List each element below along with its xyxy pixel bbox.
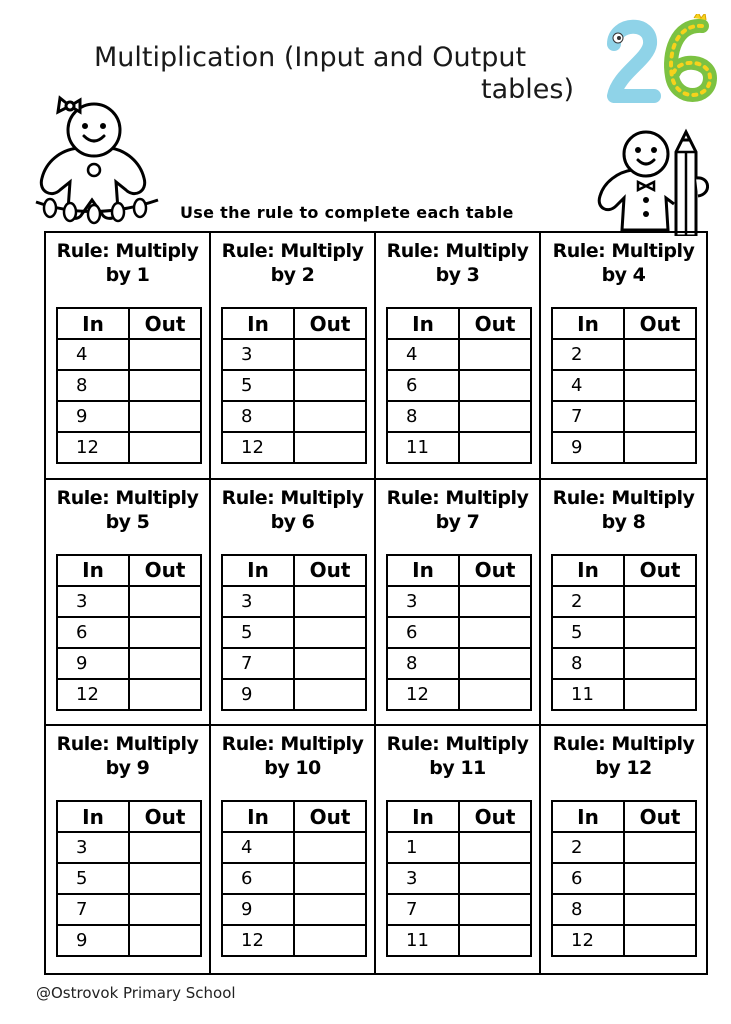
rule-heading-line-1: Rule: Multiply [56,240,199,262]
input-value: 8 [387,648,459,679]
input-value: 5 [57,863,129,894]
table-header-row [222,555,366,586]
table-row [57,894,201,925]
table-row [387,339,531,370]
table-row [387,586,531,617]
table-row [222,648,366,679]
output-answer-blank[interactable] [294,832,366,863]
gingerbread-girl-icon [30,92,170,232]
table-row [552,832,696,863]
column-header-in: In [222,555,294,586]
input-value: 7 [57,894,129,925]
table-row [222,863,366,894]
rule-heading-line-2: by 8 [601,510,646,533]
column-header-out: Out [459,308,531,339]
input-output-table [386,554,532,711]
input-output-table [221,800,367,957]
table-row [57,401,201,432]
output-answer-blank[interactable] [459,863,531,894]
output-answer-blank[interactable] [129,370,201,401]
rule-heading-line-2: by 10 [264,757,321,780]
column-header-out: Out [129,308,201,339]
number-26-snake-logo-icon [606,14,718,106]
output-answer-blank[interactable] [624,339,696,370]
output-answer-blank[interactable] [624,648,696,679]
input-output-table [551,554,697,711]
input-output-table [386,800,532,957]
column-header-out: Out [129,555,201,586]
output-answer-blank[interactable] [624,370,696,401]
input-output-table [56,800,202,957]
output-answer-blank[interactable] [294,401,366,432]
rule-heading-line-1: Rule: Multiply [552,733,695,756]
input-output-table [386,307,532,464]
output-answer-blank[interactable] [294,679,366,710]
input-value: 12 [387,679,459,710]
input-value: 3 [57,832,129,863]
input-output-table [56,307,202,464]
column-header-in: In [222,801,294,832]
input-value: 2 [552,586,624,617]
table-row [222,925,366,956]
output-answer-blank[interactable] [129,339,201,370]
table-header-row [387,801,531,832]
rule-heading-line-1: Rule: Multiply [552,486,695,509]
output-answer-blank[interactable] [459,679,531,710]
rule-heading-line-2: by 1 [105,264,150,286]
table-row [57,832,201,863]
output-answer-blank[interactable] [459,648,531,679]
rule-heading-line-1: Rule: Multiply [56,486,199,509]
output-answer-blank[interactable] [459,586,531,617]
rule-heading [376,239,539,287]
output-answer-blank[interactable] [624,925,696,956]
input-output-table [221,307,367,464]
rule-heading-line-1: Rule: Multiply [386,240,529,262]
input-output-table [56,554,202,711]
table-row [222,339,366,370]
input-output-table [551,307,697,464]
input-value: 12 [57,679,129,710]
output-answer-blank[interactable] [129,863,201,894]
rule-heading [541,486,706,534]
rule-heading-line-2: by 12 [595,757,652,780]
rule-heading-line-2: by 7 [435,510,480,533]
input-value: 5 [222,370,294,401]
output-answer-blank[interactable] [294,586,366,617]
table-row [387,894,531,925]
input-value: 9 [57,648,129,679]
rule-table-cell [376,726,541,973]
output-answer-blank[interactable] [129,648,201,679]
input-value: 8 [57,370,129,401]
input-value: 2 [552,832,624,863]
input-value: 11 [387,432,459,463]
rule-heading-line-1: Rule: Multiply [386,486,529,509]
table-row [222,401,366,432]
table-row [57,679,201,710]
input-value: 9 [222,679,294,710]
column-header-out: Out [624,308,696,339]
input-value: 6 [57,617,129,648]
rule-heading [541,239,706,287]
output-answer-blank[interactable] [129,679,201,710]
input-value: 8 [552,894,624,925]
rule-heading [376,732,539,780]
rule-table-cell [46,233,211,480]
table-row [552,586,696,617]
output-answer-blank[interactable] [624,432,696,463]
table-row [387,832,531,863]
input-value: 3 [387,586,459,617]
rule-heading [46,486,209,534]
input-value: 8 [552,648,624,679]
table-row [552,401,696,432]
output-answer-blank[interactable] [294,925,366,956]
table-header-row [387,308,531,339]
output-answer-blank[interactable] [624,586,696,617]
table-row [387,617,531,648]
rule-heading-line-2: by 4 [601,264,646,286]
output-answer-blank[interactable] [294,894,366,925]
rule-heading-line-2: by 3 [435,264,480,286]
input-output-table [551,800,697,957]
output-answer-blank[interactable] [624,617,696,648]
column-header-out: Out [459,801,531,832]
input-value: 9 [222,894,294,925]
input-value: 11 [387,925,459,956]
input-value: 9 [552,432,624,463]
rule-table-cell [46,480,211,727]
output-answer-blank[interactable] [129,401,201,432]
output-answer-blank[interactable] [129,432,201,463]
input-value: 6 [222,863,294,894]
table-row [387,648,531,679]
rule-table-cell [376,480,541,727]
column-header-in: In [57,308,129,339]
rule-heading-line-1: Rule: Multiply [386,733,529,756]
rule-table-cell [376,233,541,480]
input-value: 11 [552,679,624,710]
input-value: 6 [387,617,459,648]
input-value: 7 [387,894,459,925]
input-value: 6 [387,370,459,401]
column-header-in: In [552,308,624,339]
input-value: 4 [57,339,129,370]
table-row [57,370,201,401]
input-value: 2 [552,339,624,370]
rule-heading-line-2: by 11 [429,757,486,780]
output-answer-blank[interactable] [459,432,531,463]
table-header-row [552,555,696,586]
rule-heading-line-2: by 2 [270,264,315,286]
table-header-row [57,555,201,586]
rule-heading [376,486,539,534]
output-answer-blank[interactable] [624,832,696,863]
table-row [57,586,201,617]
table-header-row [57,308,201,339]
input-value: 7 [552,401,624,432]
table-row [387,401,531,432]
table-row [387,863,531,894]
output-answer-blank[interactable] [459,401,531,432]
rule-heading [211,486,374,534]
input-value: 3 [222,586,294,617]
rule-heading [541,732,706,780]
rule-heading [211,732,374,780]
output-answer-blank[interactable] [624,863,696,894]
input-value: 5 [552,617,624,648]
rule-table-cell [211,233,376,480]
table-row [57,432,201,463]
table-row [552,925,696,956]
output-answer-blank[interactable] [294,617,366,648]
output-answer-blank[interactable] [294,863,366,894]
title-line-2: tables) [481,74,574,105]
output-answer-blank[interactable] [129,894,201,925]
table-row [222,432,366,463]
rule-table-cell [541,726,706,973]
footer-credit: @Ostrovok Primary School [36,984,236,1002]
output-answer-blank[interactable] [459,617,531,648]
table-row [552,339,696,370]
table-row [57,863,201,894]
column-header-out: Out [294,801,366,832]
input-value: 12 [222,432,294,463]
input-value: 3 [387,863,459,894]
instruction-text: Use the rule to complete each table [180,203,514,222]
column-header-out: Out [624,801,696,832]
table-row [552,370,696,401]
table-row [57,339,201,370]
rule-heading-line-1: Rule: Multiply [56,733,199,756]
input-value: 12 [57,432,129,463]
table-row [552,617,696,648]
gingerbread-boy-with-pencil-icon [588,126,718,236]
rule-heading-line-2: by 5 [105,510,150,533]
column-header-in: In [57,801,129,832]
table-row [552,432,696,463]
column-header-out: Out [294,308,366,339]
table-row [387,925,531,956]
table-row [222,370,366,401]
input-value: 7 [222,648,294,679]
input-value: 8 [222,401,294,432]
output-answer-blank[interactable] [459,894,531,925]
table-header-row [387,555,531,586]
input-value: 9 [57,925,129,956]
input-value: 12 [222,925,294,956]
column-header-in: In [387,801,459,832]
rule-heading-line-1: Rule: Multiply [552,240,695,262]
input-value: 4 [387,339,459,370]
input-value: 4 [222,832,294,863]
column-header-in: In [387,308,459,339]
rule-heading-line-1: Rule: Multiply [221,486,364,509]
column-header-in: In [552,801,624,832]
output-answer-blank[interactable] [129,832,201,863]
input-value: 1 [387,832,459,863]
input-value: 4 [552,370,624,401]
output-answer-blank[interactable] [294,370,366,401]
output-answer-blank[interactable] [294,432,366,463]
output-answer-blank[interactable] [129,586,201,617]
table-header-row [57,801,201,832]
output-answer-blank[interactable] [624,894,696,925]
output-answer-blank[interactable] [294,648,366,679]
table-row [552,679,696,710]
output-answer-blank[interactable] [459,339,531,370]
column-header-in: In [222,308,294,339]
table-row [222,586,366,617]
table-header-row [222,308,366,339]
title-line-1: Multiplication (Input and Output [94,42,527,73]
input-value: 12 [552,925,624,956]
table-row [222,894,366,925]
rule-table-cell [211,480,376,727]
output-answer-blank[interactable] [459,370,531,401]
input-value: 6 [552,863,624,894]
output-answer-blank[interactable] [459,925,531,956]
rule-heading [211,239,374,287]
input-value: 3 [222,339,294,370]
column-header-out: Out [129,801,201,832]
input-value: 8 [387,401,459,432]
rule-heading [46,732,209,780]
column-header-in: In [387,555,459,586]
rule-heading-line-2: by 9 [105,757,150,780]
tables-grid [44,231,708,975]
table-row [222,679,366,710]
table-row [387,679,531,710]
table-header-row [552,308,696,339]
table-header-row [222,801,366,832]
input-output-table [221,554,367,711]
table-row [552,863,696,894]
rule-heading [46,239,209,287]
rule-heading-line-1: Rule: Multiply [221,733,364,756]
input-value: 5 [222,617,294,648]
table-header-row [552,801,696,832]
output-answer-blank[interactable] [129,617,201,648]
output-answer-blank[interactable] [624,401,696,432]
output-answer-blank[interactable] [294,339,366,370]
table-row [57,925,201,956]
column-header-in: In [552,555,624,586]
rule-table-cell [541,233,706,480]
table-row [387,370,531,401]
rule-heading-line-2: by 6 [270,510,315,533]
table-row [57,648,201,679]
output-answer-blank[interactable] [624,679,696,710]
rule-table-cell [211,726,376,973]
table-row [222,617,366,648]
rule-table-cell [46,726,211,973]
table-row [387,432,531,463]
column-header-out: Out [624,555,696,586]
output-answer-blank[interactable] [129,925,201,956]
table-row [222,832,366,863]
input-value: 9 [57,401,129,432]
column-header-out: Out [459,555,531,586]
table-row [552,894,696,925]
column-header-in: In [57,555,129,586]
table-row [57,617,201,648]
column-header-out: Out [294,555,366,586]
table-row [552,648,696,679]
rule-table-cell [541,480,706,727]
output-answer-blank[interactable] [459,832,531,863]
input-value: 3 [57,586,129,617]
rule-heading-line-1: Rule: Multiply [221,240,364,262]
